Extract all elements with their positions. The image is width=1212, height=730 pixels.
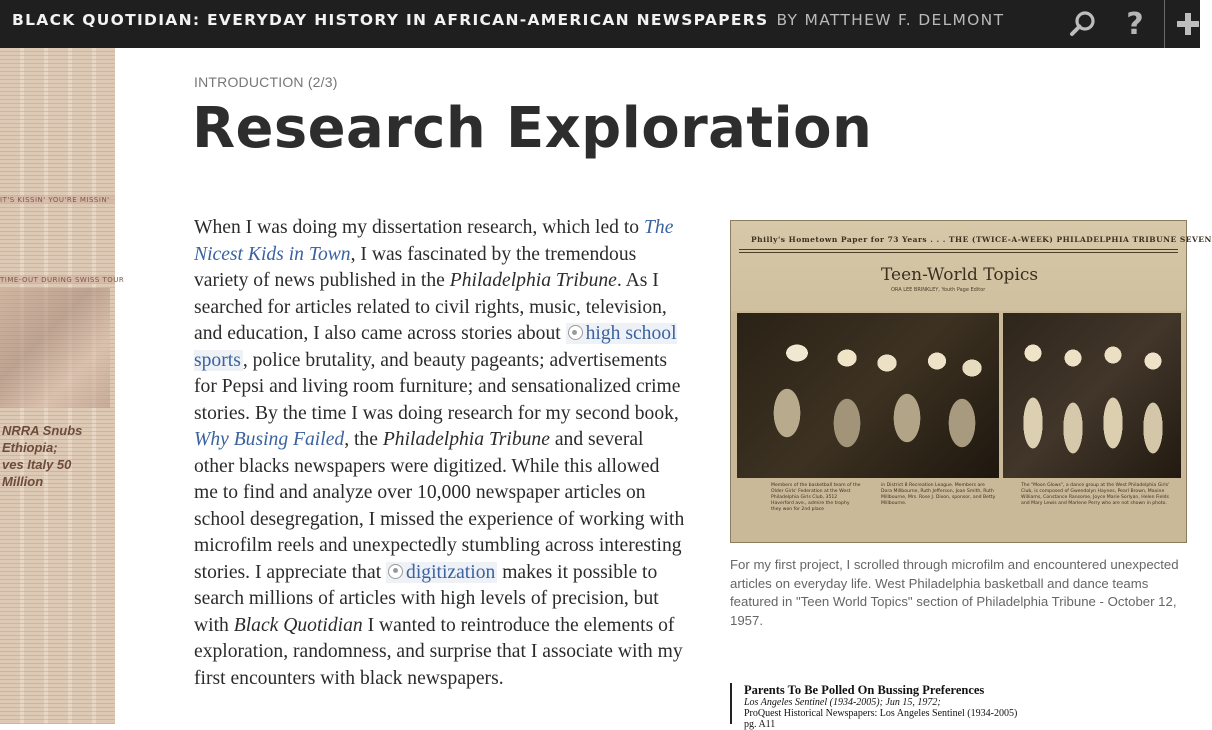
site-title[interactable]: [12, 0, 1004, 48]
tag-link-label[interactable]: digitization: [406, 561, 496, 583]
publication-name: Philadelphia Tribune: [382, 429, 550, 450]
clipping-masthead: Philly's Hometown Paper for 73 Years . . . THE (TWICE-A-WEEK) PHILADELPHIA TRIBUNE SEVEN: [751, 235, 1212, 244]
text-segment: When I was doing my dissertation research, which led to: [194, 217, 644, 238]
clipping-caption-left: Members of the basketball team of the Older Girls' Federation at the West Philadelphia Girls Club, 3512 Haverford ave., admire the trophy they won for 2nd place: [771, 483, 861, 512]
text-segment: makes it possible to search millions of articles with high levels of precision, but with: [194, 561, 659, 636]
help-icon: ?: [1126, 6, 1144, 42]
dance-team-photo: [1003, 313, 1181, 478]
tag-icon: [568, 325, 583, 340]
clipping-caption-right: The "Moon Glows", a dance group at the West Philadelphia Girls' Club, is composed of Gwendolyn Haynes, Pearl Brown, Maxine Williams, Constance Ransome, Joyce Marie Sorlyan, Helen Fields and Mary Lewis and Marlene Perry who are not shown in photo.: [1021, 483, 1170, 506]
clipping-section-byline: ORA LEE BRINKLEY, Youth Page Editor: [891, 287, 986, 293]
clipping-caption-mid: in District 8 Recreation League. Members are Dora Millbourne, Ruth Jefferson, Joan Smith, Ruth Millbourne, Mrs. Rose J. Dixon, sponsor, and Betty Millbourne.: [881, 483, 996, 506]
text-segment: , police brutality, and beauty pageants; advertisements for Pepsi and living room furniture; and sensationalized crime stories. By the time I was doing research for my second book,: [194, 349, 681, 424]
strip-headline-1: NRRA Snubs Ethiopia;: [2, 423, 83, 455]
site-byline: BY MATTHEW F. DELMONT: [776, 11, 1005, 29]
body-paragraph: [194, 215, 686, 692]
clipping2-database: ProQuest Historical Newspapers: Los Angeles Sentinel (1934-2005): [744, 708, 1018, 719]
tag-link-digitization[interactable]: [386, 562, 497, 583]
strip-band-top: IT'S KISSIN' YOU'RE MISSIN': [0, 196, 115, 204]
top-bar: [0, 0, 1200, 48]
page-title: Research Exploration: [192, 96, 873, 161]
clipping-rule: [739, 252, 1178, 253]
add-button[interactable]: [1168, 0, 1208, 48]
text-segment: , the: [344, 429, 383, 450]
clipping2-source: Los Angeles Sentinel (1934-2005); Jun 15, 1972;: [744, 697, 941, 708]
strip-headline-2: ves Italy 50 Million: [2, 457, 72, 489]
strip-headline: [0, 422, 115, 490]
publication-name: Philadelphia Tribune: [449, 270, 617, 291]
newspaper-clipping-image[interactable]: [730, 220, 1212, 543]
tag-icon: [388, 564, 403, 579]
project-name: Black Quotidian: [233, 614, 363, 636]
site-title-text[interactable]: BLACK QUOTIDIAN: EVERYDAY HISTORY IN AFRICAN-AMERICAN NEWSPAPERS: [12, 11, 769, 29]
toolbar-divider: [1164, 0, 1165, 48]
tag-link-label[interactable]: high school sports: [194, 323, 677, 371]
basketball-team-photo: [737, 313, 999, 478]
clipping2-title: Parents To Be Polled On Bussing Preferences: [744, 683, 985, 697]
newspaper-background-strip: [0, 48, 125, 724]
clipping-section-title: Teen-World Topics: [881, 265, 1039, 285]
search-icon: [1068, 9, 1098, 39]
text-segment: , I was fascinated by the tremendous variety of news published in the: [194, 243, 637, 291]
strip-band-mid: TIME-OUT DURING SWISS TOUR: [0, 276, 125, 284]
link-nicest-kids-in-town[interactable]: The Nicest Kids in Town: [194, 217, 674, 265]
second-clipping-image[interactable]: [730, 683, 1030, 730]
text-segment: . As I searched for articles related to civil rights, music, television, and education, I also came across stories about: [194, 270, 667, 344]
link-why-busing-failed[interactable]: Why Busing Failed: [194, 429, 345, 450]
figure-caption: For my first project, I scrolled through microfilm and encountered unexpected articles on everyday life. West Philadelphia basketball and dance teams featured in "Teen World Topics" section of Philadelphia Tribune - October 12, 1957.: [730, 557, 1179, 628]
help-button[interactable]: [1110, 0, 1160, 48]
clipping2-page: pg. A11: [744, 719, 776, 730]
search-button[interactable]: [1060, 0, 1106, 48]
strip-photo: [0, 288, 110, 408]
section-kicker: INTRODUCTION (2/3): [194, 74, 338, 90]
text-segment: and several other blacks newspapers were digitized. While this allowed me to find and analyze over 10,000 newspaper articles on school desegregation, I missed the experience of working with microfilm reels and unexpectedly stumbling across interesting stories. I appreciate that: [194, 429, 685, 583]
add-icon: [1175, 11, 1201, 37]
clipping-rule: [739, 249, 1178, 250]
text-segment: I wanted to reintroduce the elements of exploration, randomness, and surprise that I associate with my first encounters with black newspapers.: [194, 614, 683, 689]
